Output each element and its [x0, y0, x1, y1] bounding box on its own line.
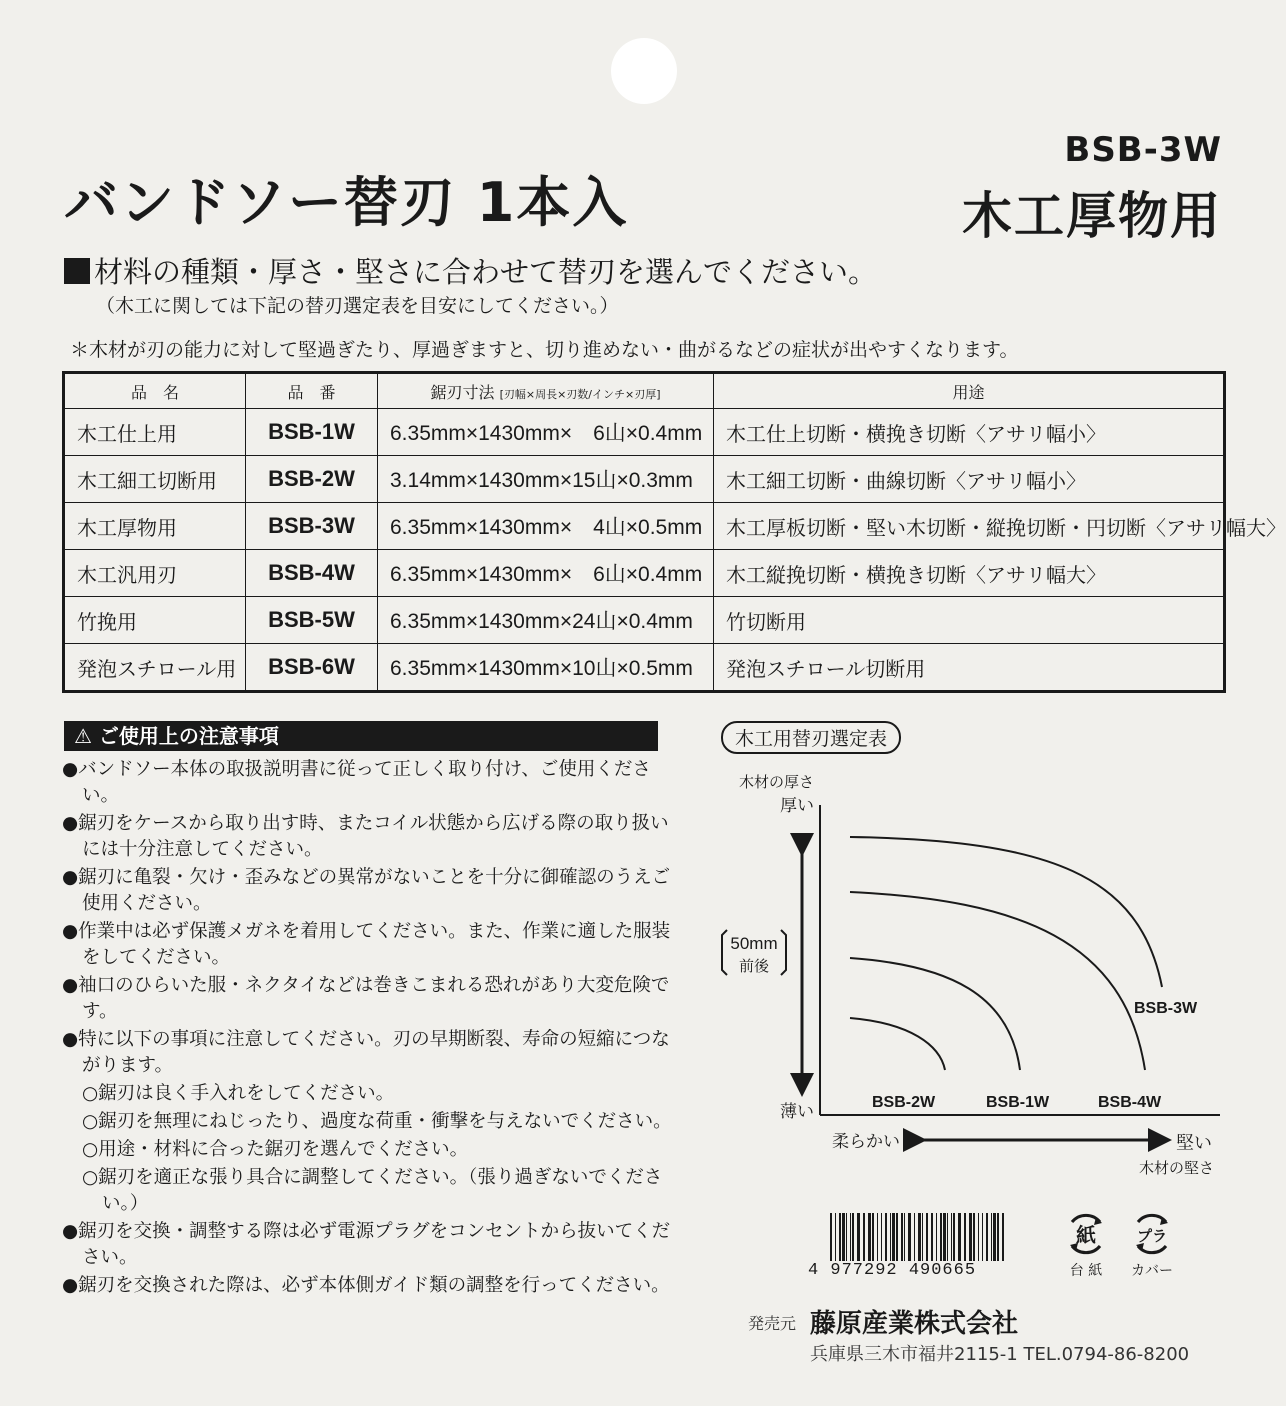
cell-use: 木工細工切断・曲線切断〈アサリ幅小〉 — [714, 456, 1225, 503]
y-top-label: 厚い — [780, 796, 814, 816]
barcode-bar — [926, 1213, 928, 1261]
caution-item — [62, 973, 672, 1025]
y-bottom-label: 薄い — [780, 1102, 814, 1122]
caution-item — [62, 1027, 672, 1079]
barcode-bar — [969, 1213, 972, 1261]
barcode-bar — [986, 1213, 988, 1261]
caution-item — [62, 865, 672, 917]
paper-recycle-icon — [1062, 1212, 1110, 1256]
table-row — [64, 409, 1225, 456]
spec-table — [62, 371, 1286, 693]
curve-bsb-1w — [850, 958, 1020, 1070]
cell-code: BSB-3W — [246, 503, 378, 550]
dot-bullet-icon: ● — [62, 1221, 79, 1242]
barcode-bar — [892, 1213, 895, 1261]
barcode-bar — [922, 1213, 923, 1261]
barcode-bar — [914, 1213, 915, 1261]
cell-use: 木工縦挽切断・横挽き切断〈アサリ幅大〉 — [714, 550, 1225, 597]
note-guide: （木工に関しては下記の替刃選定表を目安にしてください。） — [96, 295, 619, 317]
circle-bullet-icon: ○ — [82, 1167, 99, 1188]
curve-bsb-2w — [850, 1018, 945, 1070]
caution-item — [62, 757, 672, 809]
plastic-recycle-mark — [1122, 1212, 1182, 1280]
caution-text: 鋸刃を適正な張り具合に調整してください。（張り過ぎないでください。） — [98, 1167, 663, 1214]
barcode-bar — [931, 1213, 933, 1261]
dot-bullet-icon: ● — [62, 1275, 79, 1296]
caution-item — [62, 919, 672, 971]
note-warning: ＊木材が刃の能力に対して堅過ぎたり、厚過ぎますと、切り進めない・曲がるなどの症状が出やすくなります。 — [70, 339, 1019, 361]
caution-title: ご使用上の注意事項 — [98, 724, 279, 748]
square-bullet-icon — [64, 258, 90, 284]
curve-label-bsb-1w: BSB-1W — [986, 1094, 1050, 1111]
barcode-bar — [951, 1213, 952, 1261]
col-dim-label: 鋸刃寸法 — [430, 382, 495, 402]
cell-name: 木工細工切断用 — [64, 456, 246, 503]
caution-text: 鋸刃は良く手入れをしてください。 — [98, 1083, 395, 1104]
barcode-bar — [850, 1213, 851, 1261]
caution-item — [62, 1273, 672, 1299]
plastic-mark-label: カバー — [1131, 1263, 1173, 1279]
barcode-bar — [890, 1213, 891, 1261]
col-dim-note: [刃幅×周長×刃数/インチ×刃厚] — [499, 387, 661, 401]
caution-subitem — [62, 1081, 672, 1107]
product-title: バンドソー替刃 1本入 — [64, 171, 629, 234]
barcode-bar — [908, 1213, 911, 1261]
cell-name: 木工厚物用 — [64, 503, 246, 550]
hang-hole — [611, 38, 677, 104]
barcode-bar — [896, 1213, 898, 1261]
cell-code: BSB-1W — [246, 409, 378, 456]
caution-text: 用途・材料に合った鋸刃を選んでください。 — [98, 1139, 469, 1160]
product-subtitle: 木工厚物用 — [962, 187, 1222, 245]
dot-bullet-icon: ● — [62, 975, 79, 996]
barcode-bar — [997, 1213, 999, 1261]
curve-label-bsb-3w: BSB-3W — [1134, 1000, 1198, 1017]
caution-list — [62, 757, 672, 1301]
caution-item — [62, 1219, 672, 1271]
range-bracket-left — [722, 930, 727, 975]
dot-bullet-icon: ● — [62, 813, 79, 834]
x-axis-label: 木材の堅さ — [1138, 1159, 1214, 1177]
y-mark-value: 50mm — [730, 934, 778, 953]
cell-code: BSB-4W — [246, 550, 378, 597]
barcode-bar — [943, 1213, 946, 1261]
cell-code: BSB-5W — [246, 597, 378, 644]
barcode-bar — [839, 1213, 841, 1261]
table-row — [64, 597, 1225, 644]
caution-text: 袖口のひらいた服・ネクタイなどは巻きこまれる恐れがあり大変危険です。 — [78, 975, 670, 1022]
col-name-header: 品 名 — [64, 373, 246, 409]
cell-use: 発泡スチロール切断用 — [714, 644, 1225, 692]
caution-text: 鋸刃に亀裂・欠け・歪みなどの異常がないことを十分に御確認のうえご使用ください。 — [78, 867, 671, 914]
cell-dim: 6.35mm×1430mm× 6山×0.4mm — [378, 409, 714, 456]
x-left-label: 柔らかい — [832, 1132, 900, 1152]
cell-use: 木工厚板切断・堅い木切断・縦挽切断・円切断〈アサリ幅大〉 — [714, 503, 1225, 550]
cell-name: 竹挽用 — [64, 597, 246, 644]
dot-bullet-icon: ● — [62, 867, 79, 888]
curve-label-bsb-4w: BSB-4W — [1098, 1094, 1162, 1111]
barcode-bar — [830, 1213, 832, 1261]
table-header-row — [64, 373, 1225, 409]
caution-text: 鋸刃を交換・調整する際は必ず電源プラグをコンセントから抜いてください。 — [78, 1221, 671, 1268]
barcode-bar — [842, 1213, 845, 1261]
dot-bullet-icon: ● — [62, 759, 79, 780]
cell-use: 竹切断用 — [714, 597, 1225, 644]
curve-bsb-4w — [850, 892, 1145, 1070]
model-number: BSB-3W — [1064, 130, 1222, 170]
caution-text: 作業中は必ず保護メガネを着用してください。また、作業に適した服装をしてください。 — [78, 921, 671, 968]
col-use-header: 用途 — [714, 373, 1225, 409]
publisher-label: 発売元 — [748, 1314, 797, 1333]
barcode-bar — [857, 1213, 860, 1261]
caution-text: 特に以下の事項に注意してください。刃の早期断裂、寿命の短縮につながります。 — [78, 1029, 670, 1076]
y-mark-label: 前後 — [738, 957, 770, 975]
barcode-number: 4 977292 490665 — [808, 1261, 977, 1280]
barcode-bar — [846, 1213, 847, 1261]
barcode-bar — [978, 1213, 979, 1261]
barcode-bar — [947, 1213, 948, 1261]
barcode-bar — [852, 1213, 854, 1261]
barcode — [828, 1213, 1008, 1261]
paper-mark-text: 紙 — [1076, 1223, 1096, 1247]
barcode-bar — [918, 1213, 921, 1261]
col-code-header: 品 番 — [246, 373, 378, 409]
barcode-bar — [868, 1213, 871, 1261]
cell-dim: 6.35mm×1430mm×10山×0.5mm — [378, 644, 714, 692]
barcode-bar — [1002, 1213, 1004, 1261]
caution-subitem — [62, 1137, 672, 1163]
chart-title: 木工用替刃選定表 — [721, 721, 901, 754]
cell-code: BSB-6W — [246, 644, 378, 692]
caution-item — [62, 811, 672, 863]
barcode-bar — [953, 1213, 955, 1261]
caution-subitem — [62, 1109, 672, 1135]
barcode-bar — [885, 1213, 887, 1261]
barcode-bar — [993, 1213, 996, 1261]
cell-dim: 6.35mm×1430mm×24山×0.4mm — [378, 597, 714, 644]
caution-text: 鋸刃を交換された際は、必ず本体側ガイド類の調整を行ってください。 — [78, 1275, 670, 1296]
cell-dim: 3.14mm×1430mm×15山×0.3mm — [378, 456, 714, 503]
circle-bullet-icon: ○ — [82, 1083, 99, 1104]
cell-dim: 6.35mm×1430mm× 6山×0.4mm — [378, 550, 714, 597]
cell-name: 木工仕上用 — [64, 409, 246, 456]
col-dim-header — [378, 373, 714, 409]
cell-name: 発泡スチロール用 — [64, 644, 246, 692]
barcode-bar — [877, 1213, 878, 1261]
table-row — [64, 550, 1225, 597]
circle-bullet-icon: ○ — [82, 1139, 99, 1160]
plastic-recycle-icon — [1128, 1212, 1176, 1256]
cell-use: 木工仕上切断・横挽き切断〈アサリ幅小〉 — [714, 409, 1225, 456]
barcode-bar — [958, 1213, 961, 1261]
publisher-name: 藤原産業株式会社 — [810, 1309, 1019, 1339]
paper-mark-label: 台 紙 — [1069, 1263, 1103, 1279]
curve-label-bsb-2w: BSB-2W — [872, 1094, 936, 1111]
caution-text: 鋸刃をケースから取り出す時、またコイル状態から広げる際の取り扱いには十分注意してください。 — [78, 813, 669, 860]
caution-header — [64, 721, 658, 751]
barcode-bar — [835, 1213, 836, 1261]
range-bracket-right — [781, 930, 786, 975]
warning-icon: ⚠ — [74, 724, 92, 748]
y-axis-label: 木材の厚さ — [738, 773, 814, 791]
circle-bullet-icon: ○ — [82, 1111, 99, 1132]
selection-chart — [720, 765, 1240, 1185]
table-row — [64, 456, 1225, 503]
lead-text — [64, 250, 877, 291]
barcode-bar — [940, 1213, 942, 1261]
plastic-mark-text: プラ — [1136, 1227, 1168, 1245]
table-row — [64, 503, 1225, 550]
caution-text: バンドソー本体の取扱説明書に従って正しく取り付け、ご使用ください。 — [78, 759, 651, 806]
barcode-bar — [936, 1213, 937, 1261]
barcode-bar — [991, 1213, 992, 1261]
caution-subitem — [62, 1165, 672, 1217]
publisher-address: 兵庫県三木市福井2115-1 TEL.0794-86-8200 — [810, 1344, 1190, 1365]
cell-code: BSB-2W — [246, 456, 378, 503]
dot-bullet-icon: ● — [62, 921, 79, 942]
barcode-bar — [982, 1213, 983, 1261]
barcode-bar — [901, 1213, 903, 1261]
barcode-bar — [872, 1213, 874, 1261]
cell-name: 木工汎用刃 — [64, 550, 246, 597]
x-right-label: 堅い — [1176, 1133, 1212, 1154]
paper-recycle-mark — [1058, 1212, 1114, 1280]
barcode-bar — [964, 1213, 966, 1261]
barcode-bar — [881, 1213, 882, 1261]
barcode-bar — [904, 1213, 905, 1261]
caution-text: 鋸刃を無理にねじったり、過度な荷重・衝撃を与えないでください。 — [98, 1111, 672, 1132]
barcode-bar — [973, 1213, 975, 1261]
table-row — [64, 644, 1225, 692]
barcode-bar — [863, 1213, 865, 1261]
dot-bullet-icon: ● — [62, 1029, 79, 1050]
lead-label: 材料の種類・厚さ・堅さに合わせて替刃を選んでください。 — [94, 255, 878, 289]
cell-dim: 6.35mm×1430mm× 4山×0.5mm — [378, 503, 714, 550]
